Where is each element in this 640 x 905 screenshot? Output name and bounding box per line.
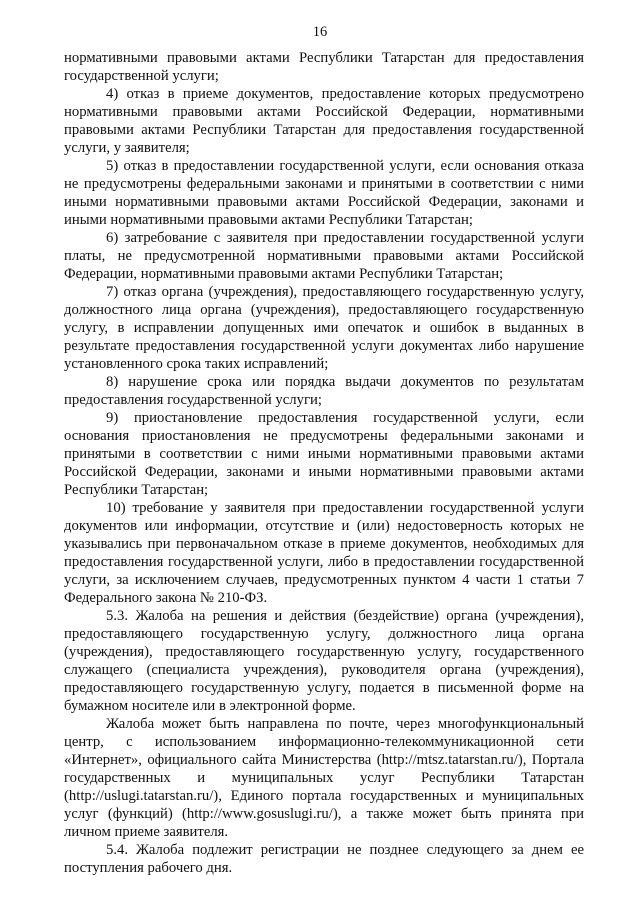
- paragraph-item-8: 8) нарушение срока или порядка выдачи документов по результатам предоставления государственной услуги;: [64, 374, 584, 408]
- paragraph-item-4: 4) отказ в приеме документов, предоставление которых предусмотрено нормативными правовыми актами Российской Федерации, нормативными правовыми актами Республики Татарстан для предоставления государственной услуги, у заявителя;: [64, 86, 584, 156]
- paragraph-complaint-channels: Жалоба может быть направлена по почте, через многофункциональный центр, с использованием информационно-телекоммуникационной сети «Интернет», официального сайта Министерства (http://mtsz.tatarstan.ru/), Портала государственных и муниципальных услуг Республики Татарстан (http://uslugi.tatarstan.ru/), Единого портала государственных и муниципальных услуг (функций) (http://www.gosuslugi.ru/), а также может быть принята при личном приеме заявителя.: [64, 716, 584, 840]
- paragraph-item-7: 7) отказ органа (учреждения), предоставляющего государственную услугу, должностного лица органа (учреждения), предоставляющего государственную услугу, в исправлении допущенных ими опечаток и ошибок в выданных в результате предоставления государственной услуги документах либо нарушение установленного срока таких исправлений;: [64, 284, 584, 372]
- page-number: 16: [312, 24, 328, 40]
- paragraph-continuation: нормативными правовыми актами Республики Татарстан для предоставления государственной услуги;: [64, 50, 584, 84]
- paragraph-item-9: 9) приостановление предоставления государственной услуги, если основания приостановления не предусмотрены федеральными законами и принятыми в соответствии с ними иными нормативными правовыми актами Российской Федерации, законами и иными нормативными правовыми актами Республики Татарстан;: [64, 410, 584, 498]
- paragraph-item-10: 10) требование у заявителя при предоставлении государственной услуги документов или информации, отсутствие и (или) недостоверность которых не указывались при первоначальном отказе в приеме документов, необходимых для предоставления государственной услуги, либо в предоставлении государственной услуги, за исключением случаев, предусмотренных пунктом 4 части 1 статьи 7 Федерального закона № 210-ФЗ.: [64, 500, 584, 606]
- paragraph-section-5-3: 5.3. Жалоба на решения и действия (бездействие) органа (учреждения), предоставляющего государственную услугу, должностного лица органа (учреждения), предоставляющего государственную услугу, государственного служащего (специалиста учреждения), руководителя органа (учреждения), предоставляющего государственную услугу, подается в письменной форме на бумажном носителе или в электронной форме.: [64, 608, 584, 714]
- paragraph-item-5: 5) отказ в предоставлении государственной услуги, если основания отказа не предусмотрены федеральными законами и принятыми в соответствии с ними иными нормативными правовыми актами Российской Федерации, законами и иными нормативными правовыми актами Республики Татарстан;: [64, 158, 584, 228]
- paragraph-item-6: 6) затребование с заявителя при предоставлении государственной услуги платы, не предусмотренной нормативными правовыми актами Российской Федерации, нормативными правовыми актами Республики Татарстан;: [64, 230, 584, 282]
- document-body: [64, 49, 584, 877]
- paragraph-section-5-4: 5.4. Жалоба подлежит регистрации не позднее следующего за днем ее поступления рабочего дня.: [64, 842, 584, 876]
